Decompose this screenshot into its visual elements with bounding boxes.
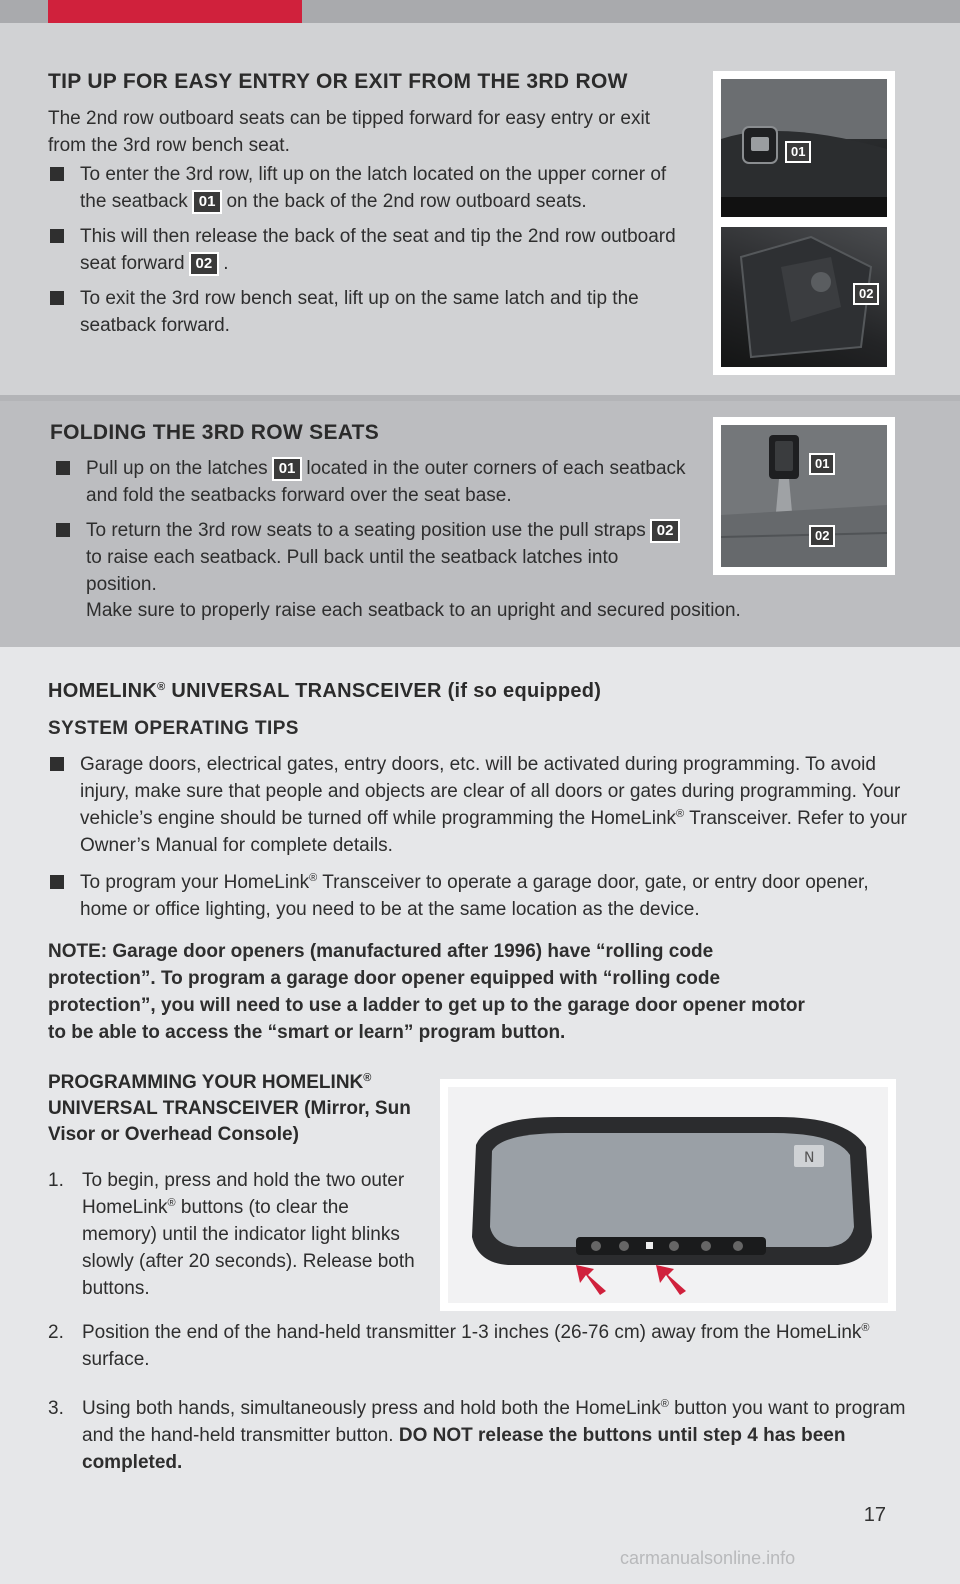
page-number: 17 xyxy=(863,1504,886,1526)
system-tips-subtitle: SYSTEM OPERATING TIPS xyxy=(48,718,299,739)
photo-tag-01: 01 xyxy=(785,141,811,163)
square-bullet-icon xyxy=(50,875,64,889)
callout-badge-01: 01 xyxy=(272,457,303,481)
folding-latch-image-icon xyxy=(721,425,887,567)
callout-badge-02: 02 xyxy=(650,519,681,543)
folding-title: FOLDING THE 3RD ROW SEATS xyxy=(50,421,380,444)
tip-up-title: TIP UP FOR EASY ENTRY OR EXIT FROM THE 3RD ROW xyxy=(48,70,628,93)
homelink-title: HOMELINK® UNIVERSAL TRANSCEIVER (if so equipped) xyxy=(48,680,602,702)
tip-up-intro: The 2nd row outboard seats can be tipped forward for easy entry or exit from the 3rd row bench seat. xyxy=(48,108,650,156)
top-color-bar xyxy=(0,0,960,23)
homelink-section xyxy=(0,647,960,1584)
folding-step-2: To return the 3rd row seats to a seating position use the pull straps 02to raise each seatback. Pull back until the seatback latches into position. xyxy=(54,517,694,598)
square-bullet-icon xyxy=(50,167,64,181)
square-bullet-icon xyxy=(50,757,64,771)
photo-tag-02: 02 xyxy=(853,283,879,305)
programming-step-3: 3. Using both hands, simultaneously press and hold both the HomeLink® button you want to program and the hand-held transmitter button. DO NOT release the buttons until step 4 has been completed. xyxy=(48,1398,906,1473)
folding-section xyxy=(0,395,960,647)
tip-up-step-2: This will then release the back of the seat and tip the 2nd row outboard seat forward 02 . xyxy=(48,223,688,277)
top-red-accent xyxy=(48,0,302,23)
rearview-mirror-image-icon xyxy=(448,1087,888,1303)
seat-latch-photo-frame xyxy=(713,71,895,375)
tip-up-section xyxy=(0,23,960,395)
square-bullet-icon xyxy=(50,229,64,243)
tip-up-step-1: To enter the 3rd row, lift up on the latch located on the upper corner of the seatback 01 on the back of the 2nd row outboard seats. xyxy=(48,161,688,215)
photo-tag-01: 01 xyxy=(809,453,835,475)
seat-tip-photo xyxy=(721,227,887,367)
folding-latch-photo xyxy=(721,425,887,567)
seat-latch-photo xyxy=(721,79,887,217)
photo-tag-02: 02 xyxy=(809,525,835,547)
tip-up-step-3: To exit the 3rd row bench seat, lift up on the same latch and tip the seatback forward. xyxy=(48,285,688,339)
programming-heading: PROGRAMMING YOUR HOMELINK® UNIVERSAL TRANSCEIVER (Mirror, Sun Visor or Overhead Console) xyxy=(48,1072,411,1145)
programming-step-1: 1. To begin, press and hold the two outer HomeLink® buttons (to clear the memory) until the indicator light blinks slowly (after 20 seconds). Release both buttons. xyxy=(48,1170,415,1299)
folding-step-1: Pull up on the latches 01 located in the outer corners of each seatback and fold the seatbacks forward over the seat base. xyxy=(54,455,694,509)
mirror-photo-frame xyxy=(440,1079,896,1311)
folding-list xyxy=(54,455,694,606)
homelink-tip-1: Garage doors, electrical gates, entry doors, etc. will be activated during programming. To avoid injury, make sure that people and objects are clear of all doors or gates during programming. Your vehicle’s engine should be turned off while programming the HomeLink® Transceiver. Refer to your Owner’s Manual for complete details. xyxy=(48,751,918,859)
callout-badge-01: 01 xyxy=(192,190,223,214)
mirror-photo xyxy=(448,1087,888,1303)
svg-text:N: N xyxy=(804,1150,815,1166)
homelink-tips-list xyxy=(48,751,918,931)
square-bullet-icon xyxy=(56,523,70,537)
programming-step-2: 2. Position the end of the hand-held transmitter 1-3 inches (26-76 cm) away from the HomeLink® surface. xyxy=(48,1322,870,1370)
rolling-code-note: NOTE: Garage door openers (manufactured after 1996) have “rolling code protection”. To program a garage door opener equipped with “rolling code protection”, you will need to use a ladder to get up to the garage door opener motor to be able to access the “smart or learn” program button. xyxy=(48,941,805,1043)
callout-badge-02: 02 xyxy=(189,252,220,276)
tip-up-list xyxy=(48,161,688,347)
folding-note: Make sure to properly raise each seatback to an upright and secured position. xyxy=(86,600,741,621)
square-bullet-icon xyxy=(50,291,64,305)
watermark: carmanualsonline.info xyxy=(620,1548,796,1568)
homelink-tip-2: To program your HomeLink® Transceiver to operate a garage door, gate, or entry door opener, home or office lighting, you need to be at the same location as the device. xyxy=(48,869,918,923)
square-bullet-icon xyxy=(56,461,70,475)
folding-photo-frame xyxy=(713,417,895,575)
